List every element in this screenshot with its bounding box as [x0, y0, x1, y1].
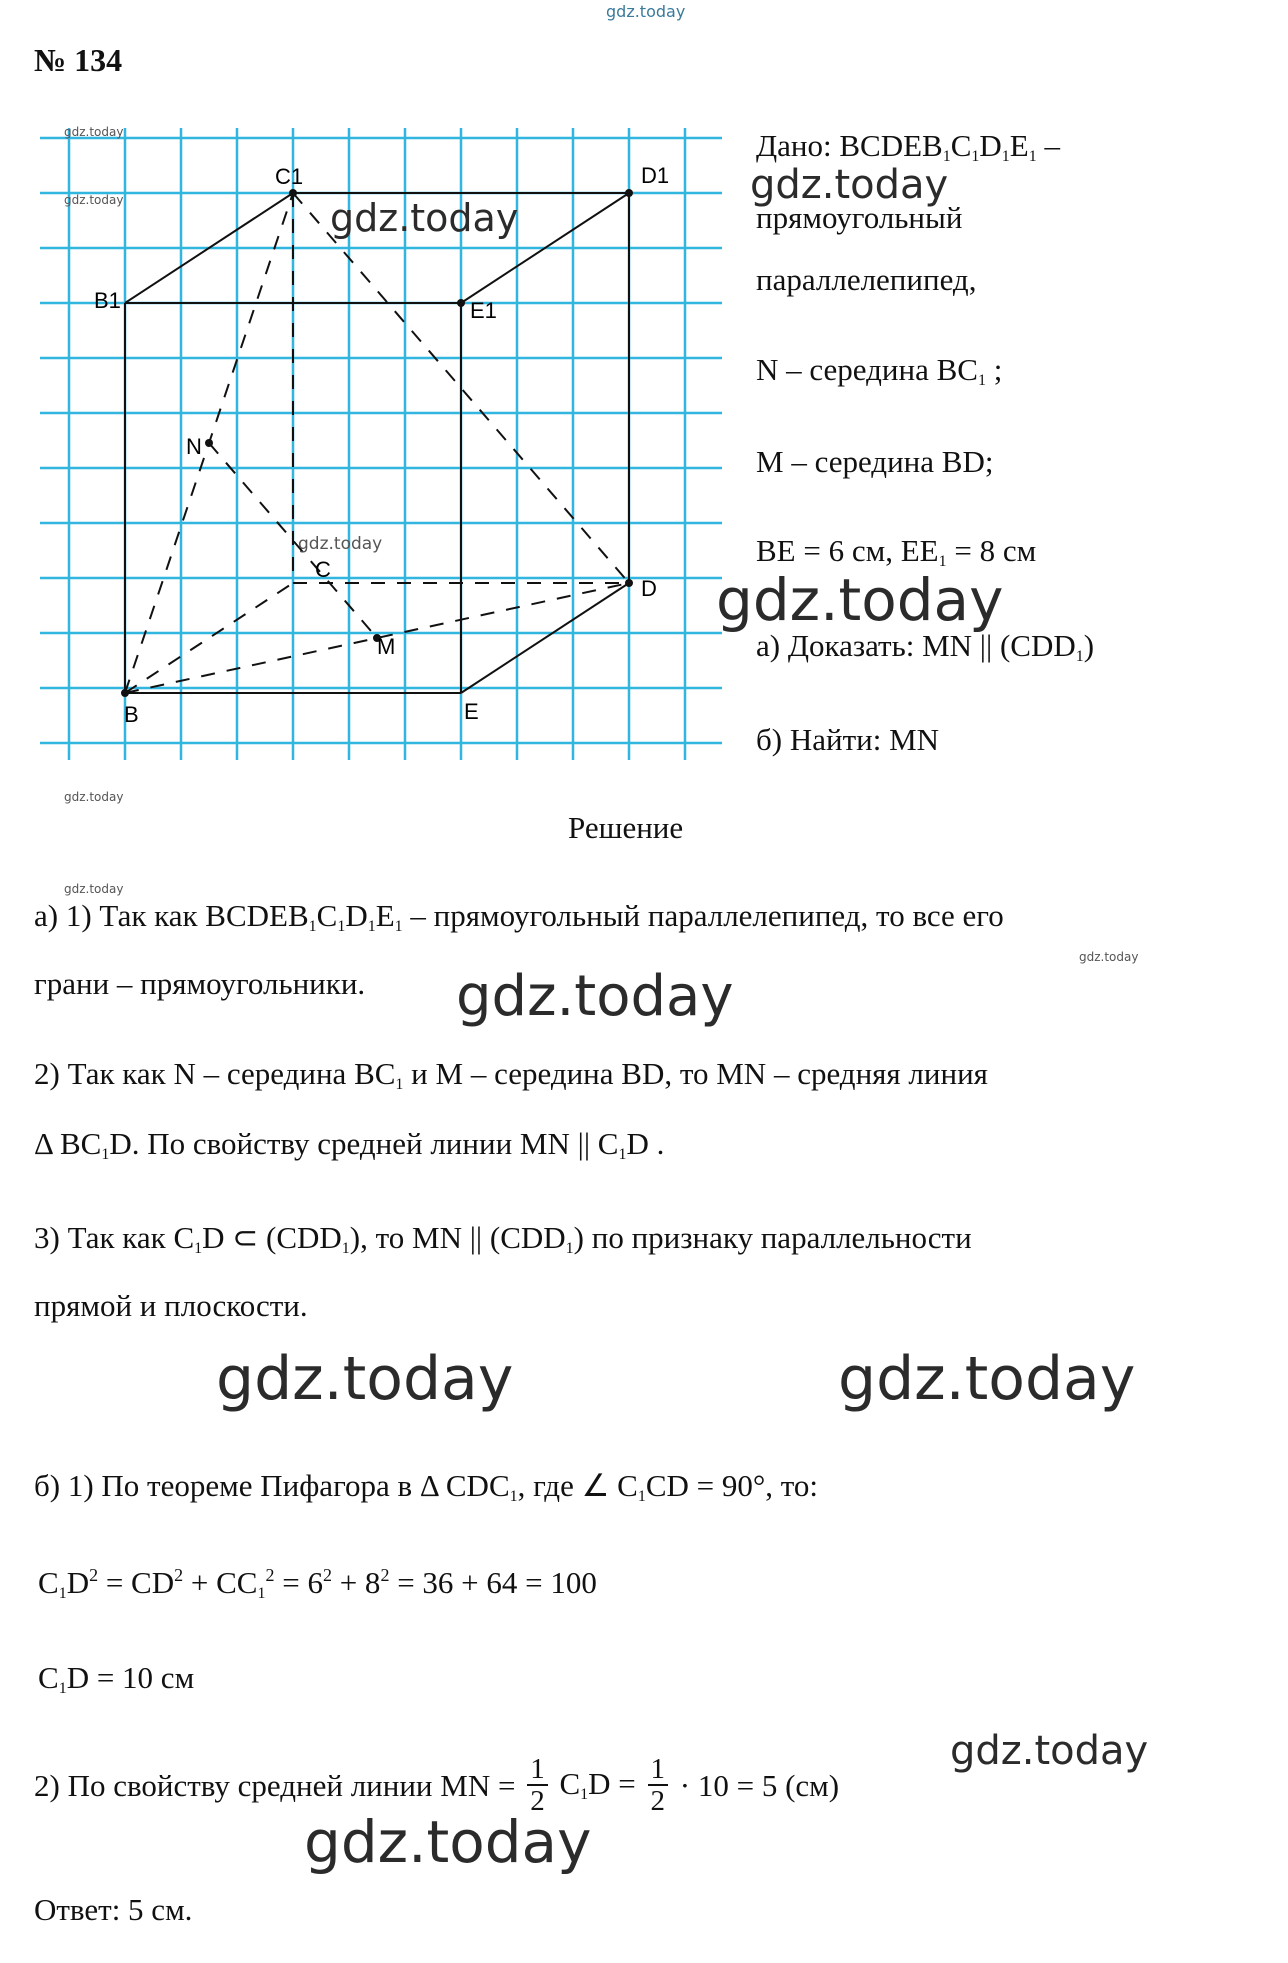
problem-number: № 134 — [34, 42, 123, 78]
label-c: C — [315, 557, 331, 582]
watermark-tiny: gdz.today — [64, 882, 124, 896]
label-b: B — [124, 702, 139, 727]
given-line-7: а) Доказать: MN || (CDD1) — [756, 628, 1095, 665]
solution-a2: 2) Так как N – середина BC1 и M – середина BD, то MN – средняя линия — [34, 1056, 988, 1093]
solution-b2: 2) По свойству средней линии MN = $\frac{1}{2}$ C1D = $\frac{1}{2}$ · 10 = 5 (см) — [34, 1753, 840, 1818]
given-line-8: б) Найти: MN — [756, 722, 940, 757]
given-line-3: параллелепипед, — [756, 262, 977, 297]
watermark-tiny: gdz.today — [64, 193, 124, 207]
solution-a3-line2: прямой и плоскости. — [34, 1288, 308, 1323]
label-c1: C1 — [275, 164, 304, 189]
solution-a1: а) 1) Так как BCDEB1C1D1E1 – прямоугольный параллелепипед, то все его — [34, 898, 1004, 935]
watermark: gdz.today — [304, 1808, 592, 1876]
watermark: gdz.today — [750, 162, 949, 208]
label-d1: D1 — [641, 163, 670, 188]
watermark: gdz.today — [838, 1344, 1136, 1414]
given-line-1: Дано: BCDEB1C1D1E1 – — [756, 128, 1060, 165]
watermark: gdz.today — [716, 566, 1004, 634]
solution-b1: б) 1) По теореме Пифагора в Δ CDC1, где ∠ C1CD = 90°, то: — [34, 1468, 819, 1505]
top-watermark: gdz.today — [606, 2, 686, 21]
answer: Ответ: 5 см. — [34, 1892, 193, 1927]
watermark-tiny: gdz.today — [1079, 950, 1139, 964]
watermark-tiny: gdz.today — [298, 534, 383, 554]
watermark: gdz.today — [950, 1728, 1149, 1774]
label-m: M — [377, 634, 396, 659]
label-n: N — [186, 434, 202, 459]
figure-watermark: gdz.today — [330, 196, 519, 240]
watermark-tiny: gdz.today — [64, 125, 124, 139]
watermark: gdz.today — [456, 964, 734, 1029]
parallelepiped-figure — [0, 0, 740, 800]
given-line-2: прямоугольный — [756, 200, 963, 235]
label-e: E — [464, 699, 479, 724]
watermark: gdz.today — [216, 1344, 514, 1414]
fraction-one-half: $\frac{1}{2}$ — [648, 1754, 669, 1817]
label-e1: E1 — [470, 298, 497, 323]
given-line-6: BE = 6 см, EE1 = 8 см — [756, 533, 1037, 570]
solution-title: Решение — [568, 810, 684, 845]
equation-c1d: C1D = 10 см — [38, 1660, 195, 1697]
equation-pythagoras: $C1D^2 = CD^2 + CC1^2 = 6^2 + 8^2 = 36 + 64 = 100$ — [38, 1565, 597, 1602]
solution-a1-line2: грани – прямоугольники. — [34, 966, 366, 1001]
solution-a3: 3) Так как C1D ⊂ (CDD1), то MN || (CDD1) по признаку параллельности — [34, 1220, 972, 1257]
label-d: D — [641, 576, 657, 601]
fraction-one-half: $\frac{1}{2}$ — [527, 1754, 548, 1817]
watermark-tiny: gdz.today — [64, 790, 124, 804]
given-line-5: M – середина BD; — [756, 444, 994, 479]
given-line-4: N – середина BC1 ; — [756, 352, 1003, 389]
solution-a2-line2: Δ BC1D. По свойству средней линии MN || C1D . — [34, 1126, 665, 1163]
label-b1: B1 — [94, 288, 121, 313]
